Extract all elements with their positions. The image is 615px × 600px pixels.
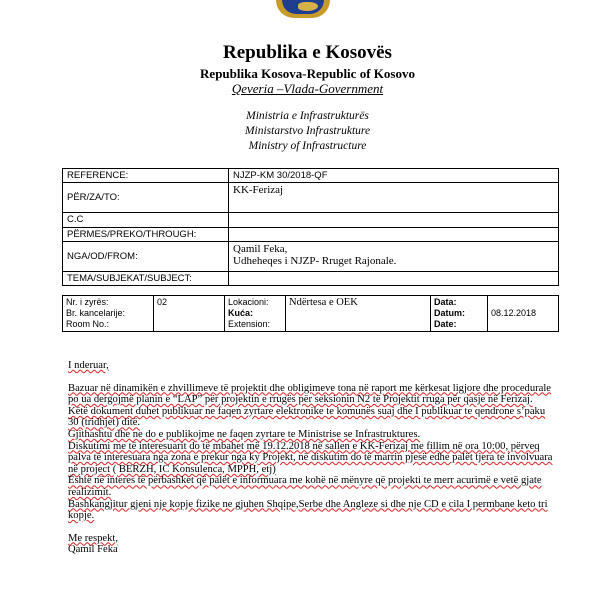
- row-to: [63, 183, 559, 213]
- from-title: Udheheqes i NJZP- Rruget Rajonale.: [233, 255, 397, 267]
- row-subject: [63, 272, 559, 286]
- memo-header-table: [62, 168, 559, 286]
- label-date: Date:: [434, 319, 457, 329]
- label-cc: C.C: [63, 213, 229, 228]
- label-location: Lokacioni:: [228, 297, 269, 307]
- paragraph-5: Është në interes të përbashket që palët e informuara me kohë në mënyre që projekti te merr acurimë e vetë gjate realizimit.: [68, 475, 542, 498]
- value-through: [229, 228, 559, 242]
- ministry-serbian: Ministarstvo Infrastrukture: [244, 125, 371, 137]
- date-label-cell: [431, 296, 488, 332]
- row-through: [63, 228, 559, 242]
- label-extension: Extension:: [228, 319, 271, 329]
- kosovo-emblem-icon: [276, 0, 330, 18]
- closing: Me respekt,: [68, 532, 119, 544]
- value-reference: NJZP-KM 30/2018-QF: [229, 169, 559, 183]
- value-from: [229, 242, 559, 272]
- value-to: KK-Ferizaj: [229, 183, 559, 213]
- header-subtitle: Republika Kosova-Republic of Kosovo: [200, 66, 415, 81]
- label-house: Kuća:: [228, 308, 254, 318]
- row-cc: [63, 213, 559, 228]
- label-through: PËRMES/PREKO/THROUGH:: [63, 228, 229, 242]
- location-label-cell: [225, 296, 286, 332]
- header-government: Qeveria –Vlada-Government: [231, 81, 384, 96]
- label-from: NGA/OD/FROM:: [63, 242, 229, 272]
- from-name: Qamil Feka,: [233, 243, 288, 255]
- label-office-no: Nr. i zyrës:: [66, 297, 109, 307]
- label-data: Data:: [434, 297, 457, 307]
- paragraph-3: Gjithashtu dhe ne do e publikojme ne faqen zyrtare te Ministrise se Infrastruktures.: [68, 428, 421, 440]
- row-reference: [63, 169, 559, 183]
- paragraph-6: Bashkangjitur gjeni nje kopje fizike ne gjuhen Shqipe,Serbe dhe Angleze si dhe nje CD e cila I permbane keto tri kopje.: [68, 498, 548, 522]
- label-subject: TEMA/SUBJEKAT/SUBJECT:: [63, 272, 229, 286]
- office-label-cell: [63, 296, 154, 332]
- signature: Qamil Feka: [68, 544, 118, 556]
- label-office-no-sr: Br. kancelarije:: [66, 308, 126, 318]
- location-date-table: [62, 295, 559, 332]
- header-title: Republika e Kosovës: [223, 42, 392, 63]
- location-value: Ndërtesa e OEK: [286, 296, 431, 332]
- label-reference: REFERENCE:: [63, 169, 229, 183]
- date-value: 08.12.2018: [488, 296, 559, 332]
- ministry-english: Ministry of Infrastructure: [248, 140, 367, 152]
- greeting: I nderuar,: [68, 360, 109, 371]
- paragraph-4: Diskutimi me të interesuarit do të mbahet më 19.12.2018 në sallen e KK-Ferizaj me fillim në ora 10:00, përveq palva të interesuara nga zona e prekur nga ky Projekt, në diskutim do të marrin pjesë edhe palët tjera te involvuara në project ( BERZH, IC Konsulenca, MPPH, etj): [68, 440, 553, 475]
- label-to: PËR/ZA/TO:: [63, 183, 229, 213]
- value-cc: [229, 213, 559, 228]
- value-subject: [229, 272, 559, 286]
- row-from: [63, 242, 559, 272]
- office-value: 02: [154, 296, 225, 332]
- paragraph-2: Këtë dokument duhet publikuar ne faqen zyrtare elektronike te komunës suaj dhe I publikuar te qendrone s’paku 30 (tridhjet) ditë.: [68, 405, 546, 429]
- label-room-no: Room No.:: [66, 319, 110, 329]
- ministry-albanian: Ministria e Infrastrukturës: [246, 110, 369, 122]
- letter-body: [68, 360, 558, 556]
- paragraph-1: Bazuar në dinamikën e zhvillimeve të projektit dhe obligimeve tona në raport me kërkesat ligjore dhe procedurale po ua dergojmë planin e “LAP” për projektin e rrugës për seksionin N2 të Projektit rruga për qasje në Ferizaj.: [68, 382, 552, 406]
- label-datum: Datum:: [434, 308, 465, 318]
